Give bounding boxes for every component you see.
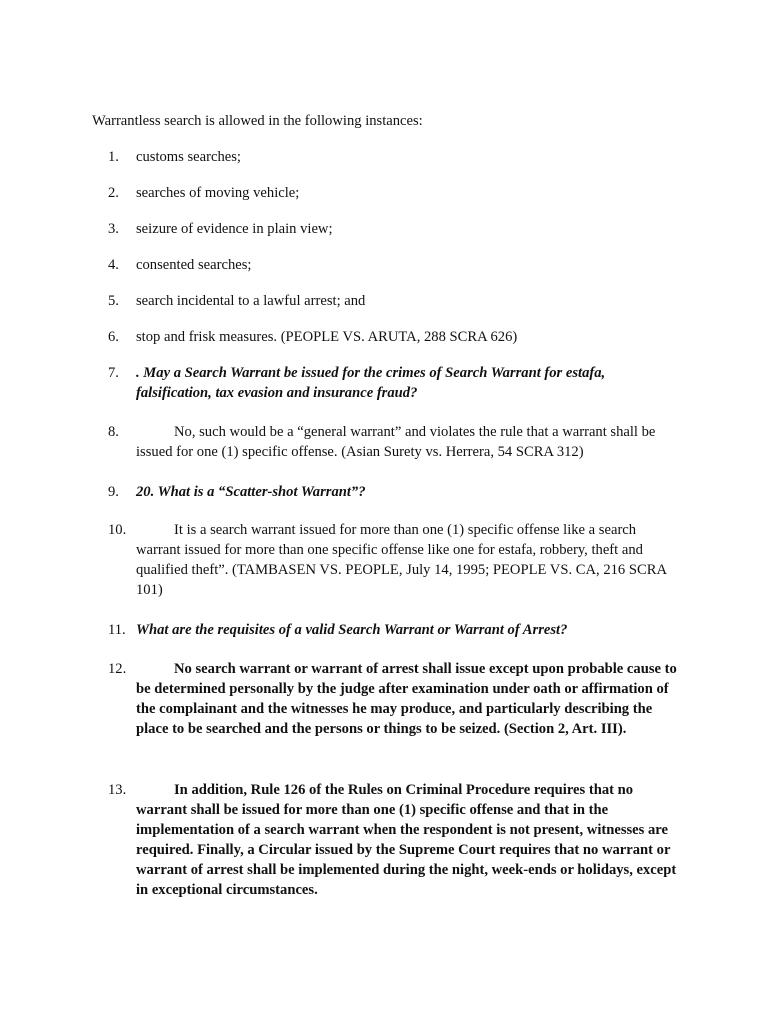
- list-item-text: seizure of evidence in plain view;: [136, 221, 333, 237]
- list-item-text: No, such would be a “general warrant” and violates the rule that a warrant shall be issued for one (1) specific offense. (Asian Surety vs. Herrera, 54 SCRA 312): [136, 424, 656, 460]
- list-item-text: customs searches;: [136, 149, 241, 165]
- list-item-text: searches of moving vehicle;: [136, 185, 300, 201]
- list-item-number: 13.: [108, 782, 127, 798]
- list-item-number: 2.: [108, 185, 119, 201]
- list-item-text: It is a search warrant issued for more than one (1) specific offense like a search warrant issued for more than one specific offense like one for estafa, robbery, theft and qualified theft”. (TAMBASEN VS. PEOPLE, July 14, 1995; PEOPLE VS. CA, 216 SCRA 101): [136, 522, 667, 598]
- list-item-text: . May a Search Warrant be issued for the crimes of Search Warrant for estafa, falsification, tax evasion and insurance fraud?: [136, 365, 606, 401]
- list-item-text: search incidental to a lawful arrest; and: [136, 293, 366, 309]
- list-item-text: In addition, Rule 126 of the Rules on Criminal Procedure requires that no warrant shall be issued for more than one (1) specific offense and that in the implementation of a search warrant when the respondent is not present, witnesses are required. Finally, a Circular issued by the Supreme Court requires that no warrant or warrant of arrest shall be implemented during the night, week-ends or holidays, except in exceptional circumstances.: [136, 782, 677, 898]
- list-item-text: What are the requisites of a valid Search Warrant or Warrant of Arrest?: [136, 622, 568, 638]
- list-item-number: 5.: [108, 293, 119, 309]
- list-item-number: 3.: [108, 221, 119, 237]
- list-item-number: 1.: [108, 149, 119, 165]
- list-item-text: No search warrant or warrant of arrest shall issue except upon probable cause to be determined personally by the judge after examination under oath or affirmation of the complainant and the witnesses he may produce, and particularly describing the place to be searched and the persons or things to be seized. (Section 2, Art. III).: [136, 661, 677, 737]
- list-item-number: 12.: [108, 661, 127, 677]
- list-item-text: consented searches;: [136, 257, 252, 273]
- list-item-text: 20. What is a “Scatter-shot Warrant”?: [136, 484, 366, 500]
- list-item-number: 6.: [108, 329, 119, 345]
- list-item-number: 9.: [108, 484, 119, 500]
- intro-paragraph: Warrantless search is allowed in the following instances:: [92, 113, 423, 129]
- list-item-number: 4.: [108, 257, 119, 273]
- list-item-number: 7.: [108, 365, 119, 381]
- list-item-number: 11.: [108, 622, 126, 638]
- list-item-number: 8.: [108, 424, 119, 440]
- list-item-text: stop and frisk measures. (PEOPLE VS. ARUTA, 288 SCRA 626): [136, 329, 518, 345]
- list-item-number: 10.: [108, 522, 127, 538]
